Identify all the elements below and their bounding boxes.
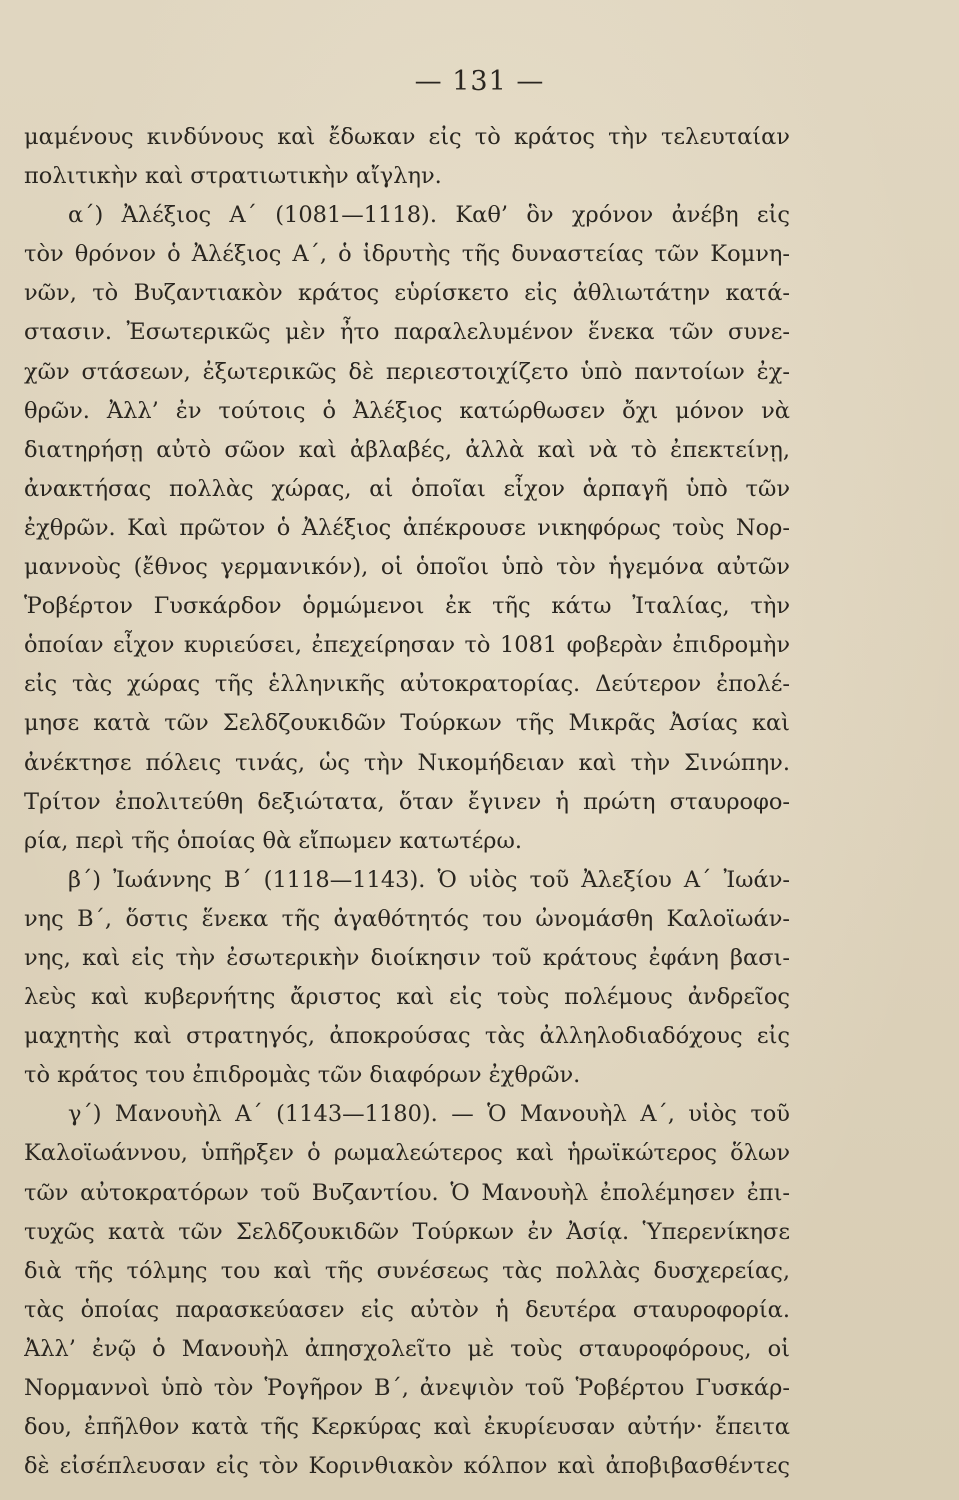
- text-line: Ῥοβέρτον Γυσκάρδον ὁρμώμενοι ἐκ τῆς κάτω Ἰταλίας, τὴν: [24, 593, 790, 620]
- text-line: τὰς ὁποίας παρασκεύασεν εἰς αὐτὸν ἡ δευτέρα σταυροφορία.: [24, 1296, 790, 1323]
- text-line: Ἀλλ’ ἐνῷ ὁ Μανουὴλ ἀπησχολεῖτο μὲ τοὺς σταυροφόρους, οἱ: [24, 1335, 790, 1362]
- text-line: μησε κατὰ τῶν Σελδζουκιδῶν Τούρκων τῆς Μικρᾶς Ἀσίας καὶ: [24, 710, 790, 737]
- text-line: τῶν αὐτοκρατόρων τοῦ Βυζαντίου. Ὁ Μανουὴλ ἐπολέμησεν ἐπι-: [24, 1179, 790, 1206]
- text-line: λεὺς καὶ κυβερνήτης ἄριστος καὶ εἰς τοὺς πολέμους ἀνδρεῖος: [24, 984, 790, 1011]
- page-number: — 131 —: [414, 66, 545, 97]
- text-line: δου, ἐπῆλθον κατὰ τῆς Κερκύρας καὶ ἐκυρίευσαν αὐτήν· ἔπειτα: [24, 1414, 790, 1441]
- body-text: [24, 118, 790, 1486]
- text-line: τυχῶς κατὰ τῶν Σελδζουκιδῶν Τούρκων ἐν Ἀσίᾳ. Ὑπερενίκησε: [24, 1218, 790, 1245]
- text-line: Καλοϊωάννου, ὑπῆρξεν ὁ ρωμαλεώτερος καὶ ἡρωϊκώτερος ὅλων: [24, 1140, 790, 1167]
- text-line: β΄) Ἰωάννης Β΄ (1118—1143). Ὁ υἱὸς τοῦ Ἀλεξίου Α΄ Ἰωάν-: [68, 866, 790, 893]
- text-line: νης Β΄, ὅστις ἕνεκα τῆς ἀγαθότητός του ὠνομάσθη Καλοϊωάν-: [24, 905, 790, 932]
- text-line: νῶν, τὸ Βυζαντιακὸν κράτος εὑρίσκετο εἰς ἀθλιωτάτην κατά-: [24, 280, 790, 307]
- text-line: ρία, περὶ τῆς ὁποίας θὰ εἴπωμεν κατωτέρω.: [24, 827, 523, 854]
- text-line: πολιτικὴν καὶ στρατιωτικὴν αἴγλην.: [24, 163, 442, 190]
- text-line: διατηρήσῃ αὐτὸ σῶον καὶ ἀβλαβές, ἀλλὰ καὶ νὰ τὸ ἐπεκτείνῃ,: [24, 436, 790, 463]
- text-line: Νορμαννοὶ ὑπὸ τὸν Ῥογῆρον Β΄, ἀνεψιὸν τοῦ Ῥοβέρτου Γυσκάρ-: [24, 1375, 790, 1401]
- text-line: ἀνακτήσας πολλὰς χώρας, αἱ ὁποῖαι εἶχον ἁρπαγῆ ὑπὸ τῶν: [24, 475, 790, 502]
- text-line: Τρίτον ἐπολιτεύθη δεξιώτατα, ὅταν ἔγινεν ἡ πρώτη σταυροφο-: [24, 788, 790, 815]
- text-line: μαχητὴς καὶ στρατηγός, ἀποκρούσας τὰς ἀλληλοδιαδόχους εἰς: [24, 1023, 790, 1050]
- text-line: α΄) Ἀλέξιος Α΄ (1081—1118). Καθ’ ὃν χρόνον ἀνέβη εἰς: [68, 202, 790, 229]
- text-line: διὰ τῆς τόλμης του καὶ τῆς συνέσεως τὰς πολλὰς δυσχερείας,: [24, 1257, 790, 1284]
- text-line: μαννοὺς (ἔθνος γερμανικόν), οἱ ὁποῖοι ὑπὸ τὸν ἡγεμόνα αὐτῶν: [24, 554, 790, 581]
- text-line: δὲ εἰσέπλευσαν εἰς τὸν Κορινθιακὸν κόλπον καὶ ἀποβιβασθέντες: [24, 1453, 790, 1480]
- text-line: γ΄) Μανουὴλ Α΄ (1143—1180). — Ὁ Μανουὴλ Α΄, υἱὸς τοῦ: [68, 1101, 790, 1128]
- text-line: ὁποίαν εἶχον κυριεύσει, ἐπεχείρησαν τὸ 1081 φοβερὰν ἐπιδρομὴν: [24, 632, 790, 659]
- text-line: εἰς τὰς χώρας τῆς ἑλληνικῆς αὐτοκρατορίας. Δεύτερον ἐπολέ-: [24, 671, 790, 698]
- text-line: ἀνέκτησε πόλεις τινάς, ὡς τὴν Νικομήδειαν καὶ τὴν Σινώπην.: [24, 749, 790, 776]
- text-line: τὸ κράτος του ἐπιδρομὰς τῶν διαφόρων ἐχθρῶν.: [24, 1062, 581, 1089]
- text-line: χῶν στάσεων, ἐξωτερικῶς δὲ περιεστοιχίζετο ὑπὸ παντοίων ἐχ-: [24, 358, 790, 385]
- text-line: ἐχθρῶν. Καὶ πρῶτον ὁ Ἀλέξιος ἀπέκρουσε νικηφόρως τοὺς Νορ-: [24, 514, 790, 541]
- text-line: μαμένους κινδύνους καὶ ἔδωκαν εἰς τὸ κράτος τὴν τελευταίαν: [24, 124, 790, 150]
- text-line: θρῶν. Ἀλλ’ ἐν τούτοις ὁ Ἀλέξιος κατώρθωσεν ὄχι μόνον νὰ: [24, 397, 790, 424]
- text-line: νης, καὶ εἰς τὴν ἐσωτερικὴν διοίκησιν τοῦ κράτους ἐφάνη βασι-: [24, 944, 790, 971]
- text-line: στασιν. Ἐσωτερικῶς μὲν ἦτο παραλελυμένον ἕνεκα τῶν συνε-: [24, 319, 790, 346]
- text-line: τὸν θρόνον ὁ Ἀλέξιος Α΄, ὁ ἱδρυτὴς τῆς δυναστείας τῶν Κομνη-: [24, 241, 790, 268]
